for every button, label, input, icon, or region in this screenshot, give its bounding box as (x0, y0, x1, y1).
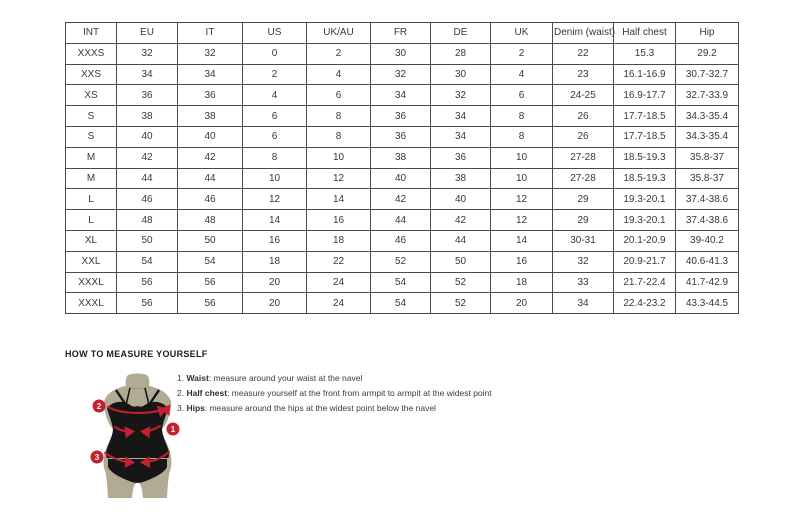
size-cell: 10 (491, 147, 553, 168)
size-cell: 38 (178, 106, 243, 127)
svg-text:2: 2 (96, 402, 102, 411)
size-cell: 26 (553, 126, 614, 147)
size-cell: 43.3-44.5 (676, 293, 739, 314)
column-header: FR (371, 23, 431, 44)
size-cell: 30 (431, 64, 491, 85)
measure-figure (85, 372, 190, 500)
size-cell: 38 (371, 147, 431, 168)
size-cell: 34 (178, 64, 243, 85)
size-cell: 16 (307, 210, 371, 231)
size-cell: 16 (491, 251, 553, 272)
column-header: Half chest (614, 23, 676, 44)
table-header-row (66, 23, 739, 44)
size-cell: 50 (178, 230, 243, 251)
size-cell: 6 (243, 106, 307, 127)
size-cell: 24-25 (553, 85, 614, 106)
size-cell: 27-28 (553, 147, 614, 168)
size-cell: 35.8-37 (676, 168, 739, 189)
size-cell: 29.2 (676, 43, 739, 64)
size-cell: 34 (431, 106, 491, 127)
size-row (66, 293, 739, 314)
size-cell: 22 (307, 251, 371, 272)
size-cell: 0 (243, 43, 307, 64)
measure-steps (177, 374, 492, 419)
size-cell: XXL (66, 251, 117, 272)
size-cell: 23 (553, 64, 614, 85)
column-header: IT (178, 23, 243, 44)
size-cell: 34.3-35.4 (676, 106, 739, 127)
size-row (66, 106, 739, 127)
size-cell: 54 (117, 251, 178, 272)
size-cell: 37.4-38.6 (676, 210, 739, 231)
size-cell: 6 (307, 85, 371, 106)
waist-badge (167, 423, 180, 436)
size-cell: 36 (117, 85, 178, 106)
size-cell: 34 (117, 64, 178, 85)
size-cell: 16 (243, 230, 307, 251)
size-cell: 20 (243, 272, 307, 293)
size-row (66, 272, 739, 293)
size-cell: 56 (178, 272, 243, 293)
size-cell: 10 (243, 168, 307, 189)
size-cell: XXXL (66, 272, 117, 293)
size-cell: 4 (307, 64, 371, 85)
size-cell: 30-31 (553, 230, 614, 251)
size-cell: 36 (371, 106, 431, 127)
size-cell: 12 (491, 210, 553, 231)
size-cell: 32 (553, 251, 614, 272)
size-cell: S (66, 126, 117, 147)
size-cell: 50 (117, 230, 178, 251)
size-cell: 12 (491, 189, 553, 210)
size-cell: 6 (491, 85, 553, 106)
size-cell: 44 (431, 230, 491, 251)
size-cell: 24 (307, 272, 371, 293)
size-table-body (66, 43, 739, 313)
size-cell: 56 (117, 272, 178, 293)
size-cell: 42 (178, 147, 243, 168)
size-cell: XXXL (66, 293, 117, 314)
size-cell: 35.8-37 (676, 147, 739, 168)
size-cell: 14 (491, 230, 553, 251)
size-cell: 2 (307, 43, 371, 64)
size-cell: 20 (243, 293, 307, 314)
size-cell: 8 (491, 106, 553, 127)
size-cell: 20.1-20.9 (614, 230, 676, 251)
size-cell: 33 (553, 272, 614, 293)
size-cell: 48 (178, 210, 243, 231)
size-cell: 30.7-32.7 (676, 64, 739, 85)
size-cell: 16.1-16.9 (614, 64, 676, 85)
size-cell: 52 (431, 272, 491, 293)
size-cell: 40.6-41.3 (676, 251, 739, 272)
size-cell: 16.9-17.7 (614, 85, 676, 106)
size-cell: 27-28 (553, 168, 614, 189)
size-cell: 28 (431, 43, 491, 64)
size-cell: 32 (117, 43, 178, 64)
size-cell: 32 (178, 43, 243, 64)
size-cell: 54 (371, 293, 431, 314)
size-cell: 17.7-18.5 (614, 106, 676, 127)
size-cell: L (66, 210, 117, 231)
size-cell: 20.9-21.7 (614, 251, 676, 272)
size-cell: 6 (243, 126, 307, 147)
size-cell: 20 (491, 293, 553, 314)
column-header: DE (431, 23, 491, 44)
size-cell: 36 (178, 85, 243, 106)
size-cell: 29 (553, 210, 614, 231)
size-cell: 56 (117, 293, 178, 314)
size-cell: 38 (117, 106, 178, 127)
size-cell: 10 (491, 168, 553, 189)
size-cell: 19.3-20.1 (614, 210, 676, 231)
size-cell: 18 (307, 230, 371, 251)
size-cell: 14 (243, 210, 307, 231)
size-cell: 50 (431, 251, 491, 272)
size-cell: 32 (371, 64, 431, 85)
column-header: US (243, 23, 307, 44)
size-row (66, 210, 739, 231)
size-cell: 52 (371, 251, 431, 272)
size-cell: 18.5-19.3 (614, 168, 676, 189)
size-row (66, 126, 739, 147)
size-cell: 18 (243, 251, 307, 272)
size-row (66, 64, 739, 85)
size-cell: 46 (178, 189, 243, 210)
size-cell: 8 (307, 106, 371, 127)
size-cell: 44 (117, 168, 178, 189)
size-cell: 2 (243, 64, 307, 85)
size-cell: 48 (117, 210, 178, 231)
howto-title: HOW TO MEASURE YOURSELF (65, 349, 208, 359)
size-cell: 44 (178, 168, 243, 189)
size-cell: 56 (178, 293, 243, 314)
size-cell: 15.3 (614, 43, 676, 64)
half-chest-badge (93, 400, 106, 413)
size-row (66, 43, 739, 64)
size-cell: XXS (66, 64, 117, 85)
size-cell: 34 (371, 85, 431, 106)
size-cell: 44 (371, 210, 431, 231)
size-cell: 42 (431, 210, 491, 231)
size-cell: 34 (431, 126, 491, 147)
size-row (66, 85, 739, 106)
size-cell: 34.3-35.4 (676, 126, 739, 147)
size-cell: 34 (553, 293, 614, 314)
size-cell: 42 (117, 147, 178, 168)
size-cell: 21.7-22.4 (614, 272, 676, 293)
size-cell: 10 (307, 147, 371, 168)
size-cell: 32 (431, 85, 491, 106)
size-cell: 52 (431, 293, 491, 314)
measure-step: 3. Hips: measure around the hips at the widest point below the navel (177, 403, 436, 413)
measure-step: 2. Half chest: measure yourself at the front from armpit to armpit at the widest point (177, 388, 492, 398)
size-cell: 54 (178, 251, 243, 272)
size-cell: M (66, 168, 117, 189)
size-cell: 40 (431, 189, 491, 210)
svg-text:1: 1 (170, 425, 176, 434)
mannequin-illustration-icon (85, 372, 190, 500)
size-cell: 42 (371, 189, 431, 210)
size-cell: XS (66, 85, 117, 106)
size-cell: 12 (243, 189, 307, 210)
size-cell: 32.7-33.9 (676, 85, 739, 106)
size-cell: 18 (491, 272, 553, 293)
size-cell: 22 (553, 43, 614, 64)
size-cell: 4 (243, 85, 307, 106)
size-cell: M (66, 147, 117, 168)
size-cell: 36 (371, 126, 431, 147)
size-cell: 30 (371, 43, 431, 64)
size-row (66, 189, 739, 210)
size-cell: 24 (307, 293, 371, 314)
column-header: Hip (676, 23, 739, 44)
size-cell: 2 (491, 43, 553, 64)
size-cell: 40 (178, 126, 243, 147)
size-cell: S (66, 106, 117, 127)
size-row (66, 230, 739, 251)
size-cell: 40 (371, 168, 431, 189)
hips-badge (91, 451, 104, 464)
size-cell: 29 (553, 189, 614, 210)
size-cell: 41.7-42.9 (676, 272, 739, 293)
column-header: INT (66, 23, 117, 44)
size-cell: 38 (431, 168, 491, 189)
size-row (66, 251, 739, 272)
column-header: EU (117, 23, 178, 44)
size-cell: 18.5-19.3 (614, 147, 676, 168)
size-row (66, 147, 739, 168)
size-row (66, 168, 739, 189)
size-cell: 19.3-20.1 (614, 189, 676, 210)
size-cell: 54 (371, 272, 431, 293)
size-cell: 36 (431, 147, 491, 168)
size-cell: 46 (371, 230, 431, 251)
size-cell: XXXS (66, 43, 117, 64)
size-cell: 40 (117, 126, 178, 147)
size-cell: 14 (307, 189, 371, 210)
column-header: UK/AU (307, 23, 371, 44)
size-cell: 26 (553, 106, 614, 127)
size-chart-section (65, 22, 739, 314)
size-cell: XL (66, 230, 117, 251)
size-cell: L (66, 189, 117, 210)
size-cell: 8 (307, 126, 371, 147)
size-cell: 22.4-23.2 (614, 293, 676, 314)
size-cell: 4 (491, 64, 553, 85)
svg-text:3: 3 (94, 453, 100, 462)
size-cell: 12 (307, 168, 371, 189)
size-cell: 17.7-18.5 (614, 126, 676, 147)
measure-step: 1. Waist: measure around your waist at the navel (177, 373, 363, 383)
size-table (65, 22, 739, 314)
size-cell: 8 (243, 147, 307, 168)
size-cell: 37.4-38.6 (676, 189, 739, 210)
size-cell: 8 (491, 126, 553, 147)
size-cell: 46 (117, 189, 178, 210)
column-header: Denim (waist) (553, 23, 614, 44)
size-cell: 39-40.2 (676, 230, 739, 251)
column-header: UK (491, 23, 553, 44)
